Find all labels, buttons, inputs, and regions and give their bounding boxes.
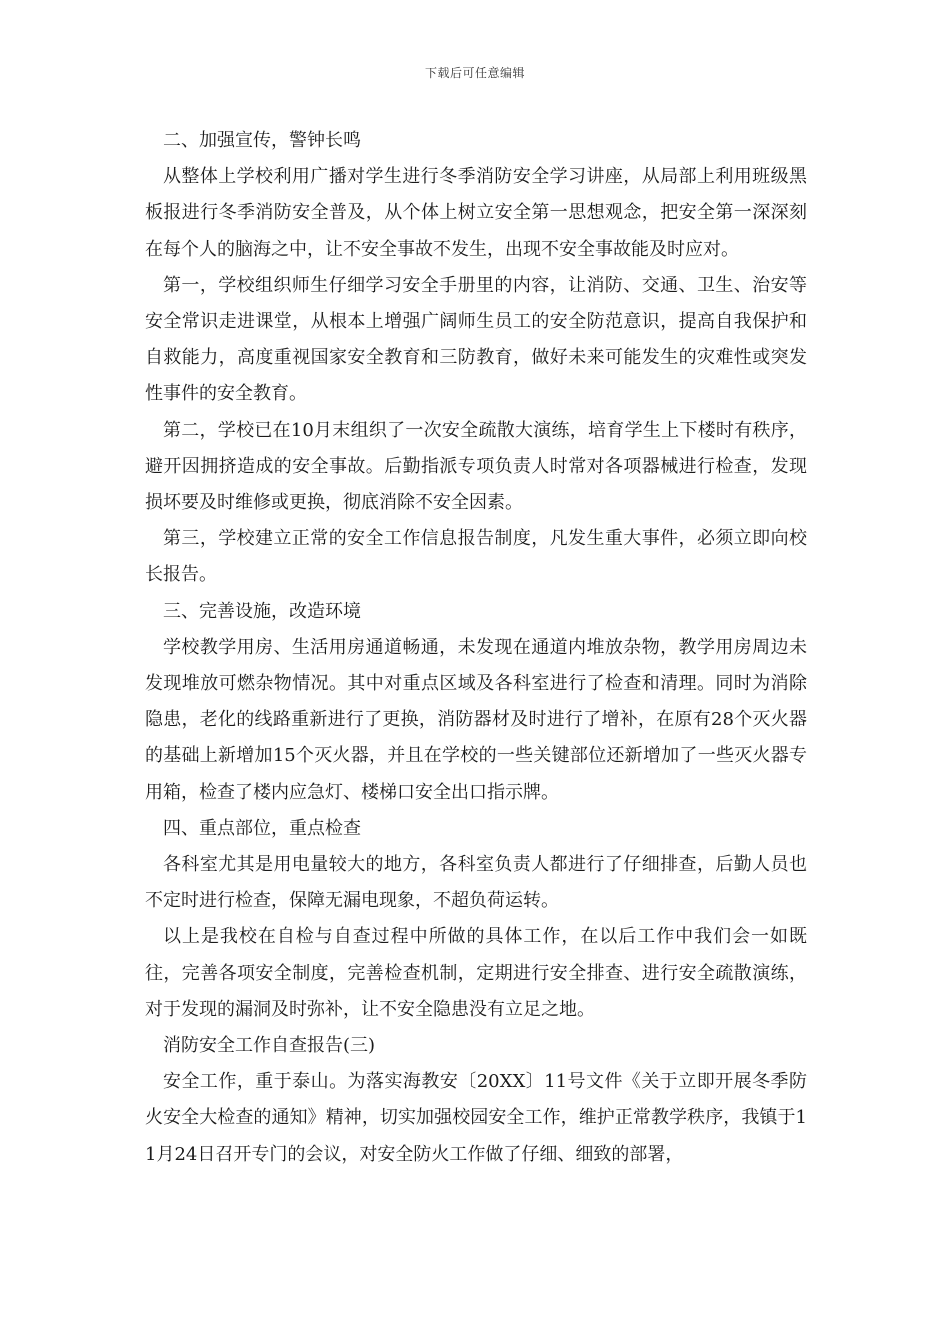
paragraph: 各科室尤其是用电量较大的地方，各科室负责人都进行了仔细排查，后勤人员也不定时进行检查，保障无漏电现象，不超负荷运转。 — [145, 854, 807, 912]
section-heading-publicity: 二、加强宣传，警钟长鸣 — [163, 130, 361, 151]
paragraph: 学校教学用房、生活用房通道畅通，未发现在通道内堆放杂物，教学用房周边未发现堆放可燃杂物情况。其中对重点区域及各科室进行了检查和清理。同时为消除隐患，老化的线路重新进行了更换，消防器材及时进行了增补，在原有28个灭火器的基础上新增加15个灭火器，并且在学校的一些关键部位还新增加了一些灭火器专用箱，检查了楼内应急灯、楼梯口安全出口指示牌。 — [145, 636, 807, 803]
page-header: 下载后可任意编辑 — [424, 66, 525, 80]
paragraph: 以上是我校在自检与自查过程中所做的具体工作，在以后工作中我们会一如既往，完善各项安全制度，完善检查机制，定期进行安全排查、进行安全疏散演练，对于发现的漏洞及时弥补，让不安全隐患没有立足之地。 — [145, 926, 807, 1020]
paragraph: 第三，学校建立正常的安全工作信息报告制度，凡发生重大事件，必须立即向校长报告。 — [145, 528, 807, 586]
section-heading-facilities: 三、完善设施，改造环境 — [163, 600, 361, 622]
document-body — [145, 123, 807, 1173]
paragraph: 第二，学校已在10月末组织了一次安全疏散大演练，培育学生上下楼时有秩序，避开因拥挤造成的安全事故。后勤指派专项负责人时常对各项器械进行检查，发现损坏要及时维修或更换，彻底消除不安全因素。 — [145, 419, 807, 514]
paragraph: 第一，学校组织师生仔细学习安全手册里的内容，让消防、交通、卫生、治安等安全常识走进课堂，从根本上增强广阔师生员工的安全防范意识，提高自我保护和自救能力，高度重视国家安全教育和三防教育，做好未来可能发生的灾难性或突发性事件的安全教育。 — [145, 274, 807, 405]
section-heading-key-areas: 四、重点部位，重点检查 — [163, 817, 361, 839]
report-title: 消防安全工作自查报告(三) — [163, 1035, 376, 1057]
paragraph: 安全工作，重于泰山。为落实海教安〔20XX〕11号文件《关于立即开展冬季防火安全大检查的通知》精神，切实加强校园安全工作，维护正常教学秩序，我镇于11月24日召开专门的会议，对安全防火工作做了仔细、细致的部署， — [145, 1071, 807, 1165]
paragraph: 从整体上学校利用广播对学生进行冬季消防安全学习讲座，从局部上利用班级黑板报进行冬季消防安全普及，从个体上树立安全第一思想观念，把安全第一深深刻在每个人的脑海之中，让不安全事故不发生，出现不安全事故能及时应对。 — [145, 166, 807, 260]
